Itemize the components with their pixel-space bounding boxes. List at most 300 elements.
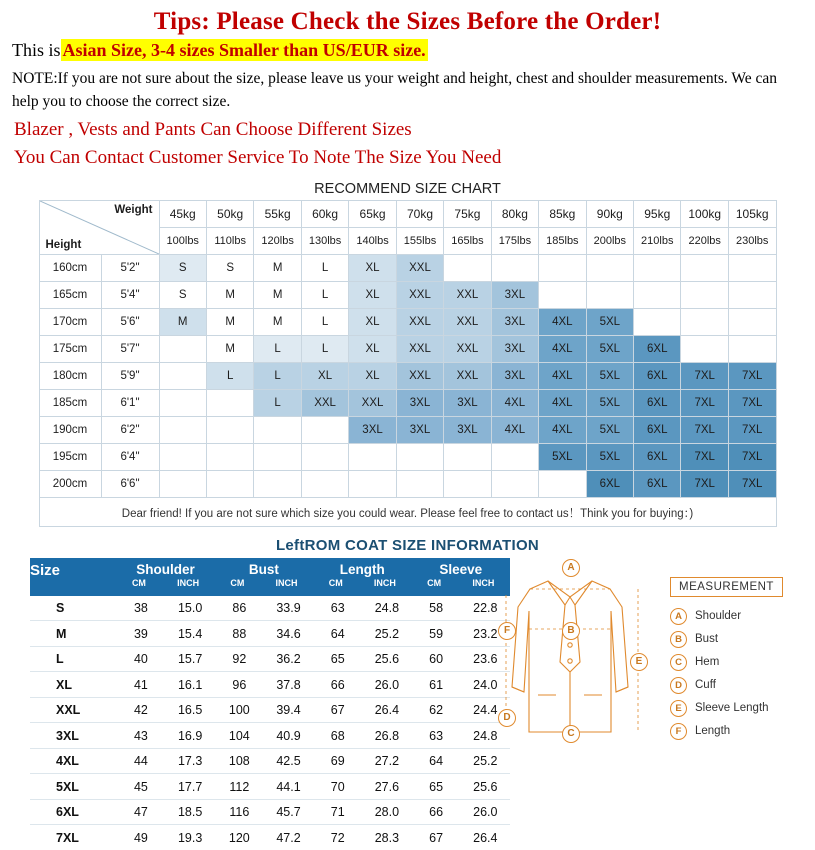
coat-length-inch: 25.2 <box>362 621 411 647</box>
row-height-ft: 6'2" <box>101 416 159 443</box>
weight-lbs-header: 140lbs <box>349 227 396 254</box>
size-cell <box>206 470 253 497</box>
table-row <box>30 748 510 774</box>
size-cell: 5XL <box>586 362 633 389</box>
size-cell <box>206 389 253 416</box>
coat-length-cm: 69 <box>313 748 362 774</box>
size-cell: L <box>254 362 301 389</box>
coat-shoulder-inch: 18.5 <box>166 799 215 825</box>
coat-length-inch: 28.3 <box>374 830 400 845</box>
table-row <box>39 470 776 497</box>
size-cell <box>159 416 206 443</box>
marker-b-bust: B <box>562 622 580 640</box>
coat-shoulder-cm: 42 <box>116 697 165 723</box>
coat-bust-cm: 104 <box>215 723 264 749</box>
coat-length-inch: 26.8 <box>362 723 411 749</box>
size-cell <box>159 335 206 362</box>
size-cell: M <box>206 281 253 308</box>
unit-inch: INCH <box>177 577 200 588</box>
row-height-cm: 180cm <box>39 362 101 389</box>
unit-cm: CM <box>230 577 245 588</box>
coat-length-cm: 67 <box>313 697 362 723</box>
coat-sleeve-cm: 64 <box>411 748 460 774</box>
coat-length-inch: 26.4 <box>362 697 411 723</box>
size-cell <box>349 470 396 497</box>
coat-length-inch: 25.6 <box>362 646 411 672</box>
size-cell: M <box>159 308 206 335</box>
coat-length-cm: 71 <box>313 799 362 825</box>
coat-sleeve-cm: 58 <box>411 596 460 621</box>
size-cell: L <box>301 308 348 335</box>
weight-kg-header: 70kg <box>396 200 443 227</box>
size-cell <box>681 281 728 308</box>
size-cell: L <box>254 389 301 416</box>
table-row <box>39 335 776 362</box>
page-title: Tips: Please Check the Sizes Before the Order! <box>153 8 662 35</box>
coat-size-table <box>30 558 510 850</box>
table-row <box>30 723 510 749</box>
size-cell: XL <box>349 308 396 335</box>
size-cell <box>491 443 538 470</box>
measurement-diagram <box>470 562 810 807</box>
coat-shoulder-cm: 43 <box>116 723 165 749</box>
coat-header-size: Size <box>30 558 116 596</box>
size-cell <box>159 443 206 470</box>
size-cell: L <box>301 254 348 281</box>
size-cell <box>539 254 586 281</box>
legend-item-cuff <box>670 674 805 697</box>
legend-badge-f: F <box>670 723 687 740</box>
size-cell <box>491 470 538 497</box>
size-cell: M <box>254 254 301 281</box>
recommend-size-chart <box>39 200 777 498</box>
table-row <box>30 825 510 850</box>
size-cell <box>159 362 206 389</box>
table-row <box>39 254 776 281</box>
measurement-legend <box>670 605 805 743</box>
coat-length-cm: 64 <box>313 621 362 647</box>
coat-shoulder-cm: 39 <box>116 621 165 647</box>
size-cell: XL <box>349 362 396 389</box>
coat-shoulder-cm: 49 <box>133 830 148 845</box>
size-cell: L <box>206 362 253 389</box>
coat-length-inch: 27.2 <box>362 748 411 774</box>
coat-row-size: 6XL <box>30 799 116 825</box>
table-row <box>30 672 510 698</box>
table-row <box>30 697 510 723</box>
size-cell <box>444 254 491 281</box>
size-cell: 3XL <box>444 416 491 443</box>
size-cell: XL <box>349 281 396 308</box>
weight-kg-header: 55kg <box>254 200 301 227</box>
marker-c-hem: C <box>562 725 580 743</box>
coat-sleeve-cm: 63 <box>411 723 460 749</box>
weight-lbs-header: 130lbs <box>301 227 348 254</box>
coat-shoulder-cm: 45 <box>116 774 165 800</box>
weight-kg-header: 95kg <box>634 200 681 227</box>
coat-sleeve-inch: 25.2 <box>461 748 510 774</box>
coat-bust-inch: 34.6 <box>264 621 313 647</box>
row-height-cm: 200cm <box>39 470 101 497</box>
table-row <box>39 443 776 470</box>
coat-info-section <box>0 536 815 845</box>
tips-section <box>0 8 815 171</box>
size-cell: 5XL <box>586 335 633 362</box>
size-cell <box>728 308 776 335</box>
weight-kg-header: 45kg <box>159 200 206 227</box>
chart-corner-cell <box>39 200 159 254</box>
coat-shoulder-inch: 17.7 <box>166 774 215 800</box>
size-cell: XXL <box>444 335 491 362</box>
coat-shoulder-inch: 16.5 <box>166 697 215 723</box>
size-cell: 4XL <box>539 362 586 389</box>
size-cell <box>728 254 776 281</box>
table-row <box>30 646 510 672</box>
coat-shoulder-cm: 47 <box>116 799 165 825</box>
corner-height-label: Height <box>45 238 82 251</box>
coat-sleeve-inch: 24.4 <box>461 697 510 723</box>
coat-length-cm: 65 <box>313 646 362 672</box>
row-height-cm: 175cm <box>39 335 101 362</box>
legend-badge-b: B <box>670 631 687 648</box>
red-note-line-2: You Can Contact Customer Service To Note The Size You Need <box>14 147 502 169</box>
table-row <box>39 281 776 308</box>
size-cell: L <box>254 335 301 362</box>
weight-lbs-header: 165lbs <box>444 227 491 254</box>
unit-inch: INCH <box>472 577 495 588</box>
coat-bust-cm: 96 <box>215 672 264 698</box>
table-row <box>39 362 776 389</box>
row-height-ft: 5'7" <box>101 335 159 362</box>
size-cell <box>634 281 681 308</box>
legend-label-shoulder: Shoulder <box>695 610 742 623</box>
coat-header-length-label: Length <box>339 561 385 577</box>
size-cell: L <box>301 281 348 308</box>
legend-badge-a: A <box>670 608 687 625</box>
coat-sleeve-cm: 59 <box>411 621 460 647</box>
row-height-ft: 5'9" <box>101 362 159 389</box>
size-cell <box>396 443 443 470</box>
weight-kg-header: 60kg <box>301 200 348 227</box>
legend-item-length <box>670 720 805 743</box>
coat-sleeve-cm: 67 <box>429 830 444 845</box>
coat-bust-cm: 88 <box>215 621 264 647</box>
size-cell: 7XL <box>728 389 776 416</box>
coat-row-size: 5XL <box>30 774 116 800</box>
row-height-cm: 190cm <box>39 416 101 443</box>
size-cell: XXL <box>444 362 491 389</box>
weight-lbs-header: 200lbs <box>586 227 633 254</box>
row-height-cm: 195cm <box>39 443 101 470</box>
coat-length-inch: 24.8 <box>362 596 411 621</box>
unit-cm: CM <box>427 577 442 588</box>
size-cell: XL <box>349 254 396 281</box>
coat-sleeve-inch: 26.0 <box>461 799 510 825</box>
coat-sleeve-cm: 66 <box>411 799 460 825</box>
size-cell <box>539 281 586 308</box>
size-cell: 7XL <box>728 416 776 443</box>
coat-header-bust-label: Bust <box>248 561 279 577</box>
coat-sleeve-inch: 24.8 <box>461 723 510 749</box>
size-cell: XXL <box>396 362 443 389</box>
coat-sleeve-cm: 62 <box>411 697 460 723</box>
size-cell: 7XL <box>681 470 728 497</box>
coat-shoulder-cm: 41 <box>116 672 165 698</box>
size-guide-page <box>0 8 815 845</box>
size-cell <box>301 443 348 470</box>
weight-lbs-header: 175lbs <box>491 227 538 254</box>
row-height-cm: 165cm <box>39 281 101 308</box>
coat-shoulder-cm: 44 <box>116 748 165 774</box>
legend-item-shoulder <box>670 605 805 628</box>
legend-badge-e: E <box>670 700 687 717</box>
size-cell <box>254 443 301 470</box>
coat-header-sleeve-label: Sleeve <box>439 561 483 577</box>
marker-d-cuff: D <box>498 709 516 727</box>
weight-lbs-header: 230lbs <box>728 227 776 254</box>
jacket-illustration <box>470 567 670 782</box>
size-cell <box>586 254 633 281</box>
size-cell: XXL <box>396 335 443 362</box>
size-cell: XXL <box>349 389 396 416</box>
row-height-ft: 5'4" <box>101 281 159 308</box>
size-cell: S <box>159 281 206 308</box>
legend-label-length: Length <box>695 725 731 738</box>
table-row <box>39 308 776 335</box>
size-cell <box>681 335 728 362</box>
size-cell: XXL <box>444 281 491 308</box>
asian-size-highlight: Asian Size, 3-4 sizes Smaller than US/EUR size. <box>62 40 426 60</box>
weight-lbs-header: 220lbs <box>681 227 728 254</box>
weight-lbs-header: 185lbs <box>539 227 586 254</box>
weight-lbs-header: 155lbs <box>396 227 443 254</box>
size-cell <box>301 416 348 443</box>
size-cell: 7XL <box>728 362 776 389</box>
size-chart-title: RECOMMEND SIZE CHART <box>314 180 501 197</box>
coat-bust-inch: 44.1 <box>264 774 313 800</box>
row-height-cm: 170cm <box>39 308 101 335</box>
size-cell: S <box>206 254 253 281</box>
table-header-row-kg <box>39 200 776 227</box>
coat-bust-inch: 42.5 <box>264 748 313 774</box>
size-cell <box>634 308 681 335</box>
legend-item-hem <box>670 651 805 674</box>
size-cell: XXL <box>301 389 348 416</box>
weight-kg-header: 105kg <box>728 200 776 227</box>
size-cell <box>728 335 776 362</box>
size-cell <box>681 308 728 335</box>
coat-sleeve-cm: 61 <box>411 672 460 698</box>
weight-lbs-header: 210lbs <box>634 227 681 254</box>
coat-bust-inch: 33.9 <box>264 596 313 621</box>
coat-length-cm: 72 <box>330 830 345 845</box>
coat-bust-inch: 37.8 <box>264 672 313 698</box>
size-cell: 4XL <box>491 389 538 416</box>
coat-sleeve-inch: 25.6 <box>461 774 510 800</box>
size-cell: 7XL <box>728 470 776 497</box>
marker-f-length: F <box>498 622 516 640</box>
coat-length-cm: 70 <box>313 774 362 800</box>
coat-length-inch: 26.0 <box>362 672 411 698</box>
size-cell: 6XL <box>634 416 681 443</box>
coat-header-length <box>313 558 411 596</box>
coat-table-header-row <box>30 558 510 596</box>
size-cell <box>728 281 776 308</box>
coat-bust-cm: 86 <box>215 596 264 621</box>
size-cell: XXL <box>444 308 491 335</box>
size-cell <box>159 470 206 497</box>
coat-sleeve-cm: 60 <box>411 646 460 672</box>
coat-row-size: 7XL <box>56 830 79 845</box>
unit-inch: INCH <box>373 577 396 588</box>
table-row <box>39 416 776 443</box>
size-cell <box>681 254 728 281</box>
coat-sleeve-cm: 65 <box>411 774 460 800</box>
coat-bust-cm: 116 <box>215 799 264 825</box>
size-cell <box>539 470 586 497</box>
coat-length-cm: 68 <box>313 723 362 749</box>
size-cell: 6XL <box>586 470 633 497</box>
coat-sleeve-inch: 23.6 <box>461 646 510 672</box>
size-cell <box>206 443 253 470</box>
weight-lbs-header: 100lbs <box>159 227 206 254</box>
asian-size-prefix: This is <box>12 40 61 60</box>
size-cell: 3XL <box>491 281 538 308</box>
coat-shoulder-cm: 38 <box>116 596 165 621</box>
corner-weight-label: Weight <box>114 203 153 216</box>
size-cell: 6XL <box>634 335 681 362</box>
size-cell: 5XL <box>539 443 586 470</box>
table-row <box>39 389 776 416</box>
size-chart-footer-note: Dear friend! If you are not sure which size you could wear. Please feel free to contact us！Think you for buying：) <box>39 498 777 527</box>
coat-header-shoulder-label: Shoulder <box>136 561 195 577</box>
row-height-cm: 160cm <box>39 254 101 281</box>
legend-label-hem: Hem <box>695 656 720 669</box>
coat-shoulder-cm: 40 <box>116 646 165 672</box>
marker-e-sleeve-length: E <box>630 653 648 671</box>
size-cell <box>254 470 301 497</box>
size-cell: XXL <box>396 254 443 281</box>
legend-badge-c: C <box>670 654 687 671</box>
size-cell: 3XL <box>396 416 443 443</box>
table-row <box>30 799 510 825</box>
coat-row-size: S <box>30 596 116 621</box>
coat-shoulder-inch: 16.9 <box>166 723 215 749</box>
size-cell: M <box>254 281 301 308</box>
coat-bust-cm: 120 <box>228 830 250 845</box>
weight-lbs-header: 110lbs <box>206 227 253 254</box>
coat-length-cm: 63 <box>313 596 362 621</box>
size-cell <box>159 389 206 416</box>
coat-bust-inch: 40.9 <box>264 723 313 749</box>
size-cell: 5XL <box>586 389 633 416</box>
coat-bust-cm: 100 <box>215 697 264 723</box>
size-cell: 4XL <box>491 416 538 443</box>
row-height-ft: 5'6" <box>101 308 159 335</box>
size-cell: S <box>159 254 206 281</box>
size-cell <box>396 470 443 497</box>
size-cell: 6XL <box>634 443 681 470</box>
coat-bust-cm: 92 <box>215 646 264 672</box>
size-cell: 4XL <box>539 389 586 416</box>
weight-kg-header: 80kg <box>491 200 538 227</box>
coat-bust-inch: 39.4 <box>264 697 313 723</box>
size-cell <box>206 416 253 443</box>
coat-row-size: 4XL <box>30 748 116 774</box>
legend-label-cuff: Cuff <box>695 679 716 692</box>
weight-kg-header: 75kg <box>444 200 491 227</box>
row-height-cm: 185cm <box>39 389 101 416</box>
coat-row-size: XXL <box>30 697 116 723</box>
size-cell: 3XL <box>396 389 443 416</box>
size-cell: 7XL <box>728 443 776 470</box>
size-cell: 3XL <box>491 362 538 389</box>
size-cell: 3XL <box>349 416 396 443</box>
coat-table-title: LeftROM COAT SIZE INFORMATION <box>275 536 540 554</box>
size-cell: XL <box>349 335 396 362</box>
coat-row-size: 3XL <box>30 723 116 749</box>
size-cell: 3XL <box>491 308 538 335</box>
size-cell: 7XL <box>681 389 728 416</box>
size-cell: 5XL <box>586 443 633 470</box>
row-height-ft: 6'1" <box>101 389 159 416</box>
size-cell: 7XL <box>681 362 728 389</box>
size-cell <box>586 281 633 308</box>
coat-length-inch: 28.0 <box>362 799 411 825</box>
size-cell: 6XL <box>634 389 681 416</box>
measurement-label-box: MEASUREMENT <box>670 577 783 597</box>
coat-length-inch: 27.6 <box>362 774 411 800</box>
size-cell: 4XL <box>539 308 586 335</box>
size-cell <box>634 254 681 281</box>
red-note-line-1: Blazer , Vests and Pants Can Choose Different Sizes <box>14 118 412 140</box>
table-row <box>30 621 510 647</box>
size-cell: 7XL <box>681 416 728 443</box>
size-cell: L <box>301 335 348 362</box>
coat-sleeve-inch: 23.2 <box>461 621 510 647</box>
coat-shoulder-inch: 15.7 <box>166 646 215 672</box>
weight-kg-header: 85kg <box>539 200 586 227</box>
size-cell: 5XL <box>586 308 633 335</box>
size-cell <box>254 416 301 443</box>
table-row <box>30 774 510 800</box>
size-cell: 5XL <box>586 416 633 443</box>
asian-size-line <box>12 40 815 61</box>
table-row <box>30 596 510 621</box>
legend-item-sleeve-length <box>670 697 805 720</box>
weight-kg-header: 50kg <box>206 200 253 227</box>
legend-label-sleeve-length: Sleeve Length <box>695 702 769 715</box>
coat-header-shoulder <box>116 558 214 596</box>
note-text: NOTE:If you are not sure about the size, please leave us your weight and height, chest and shoulder measurements. We can help you to choose the correct size. <box>12 70 778 111</box>
weight-kg-header: 100kg <box>681 200 728 227</box>
coat-sleeve-inch: 24.0 <box>461 672 510 698</box>
size-cell: XXL <box>396 308 443 335</box>
coat-header-bust <box>215 558 313 596</box>
coat-row-size: M <box>30 621 116 647</box>
row-height-ft: 5'2" <box>101 254 159 281</box>
coat-shoulder-inch: 15.0 <box>166 596 215 621</box>
coat-shoulder-inch: 16.1 <box>166 672 215 698</box>
size-cell: XXL <box>396 281 443 308</box>
size-cell <box>301 470 348 497</box>
coat-bust-inch: 45.7 <box>264 799 313 825</box>
coat-bust-cm: 112 <box>215 774 264 800</box>
size-cell: 4XL <box>539 416 586 443</box>
size-cell <box>491 254 538 281</box>
coat-bust-cm: 108 <box>215 748 264 774</box>
coat-bust-inch: 36.2 <box>264 646 313 672</box>
